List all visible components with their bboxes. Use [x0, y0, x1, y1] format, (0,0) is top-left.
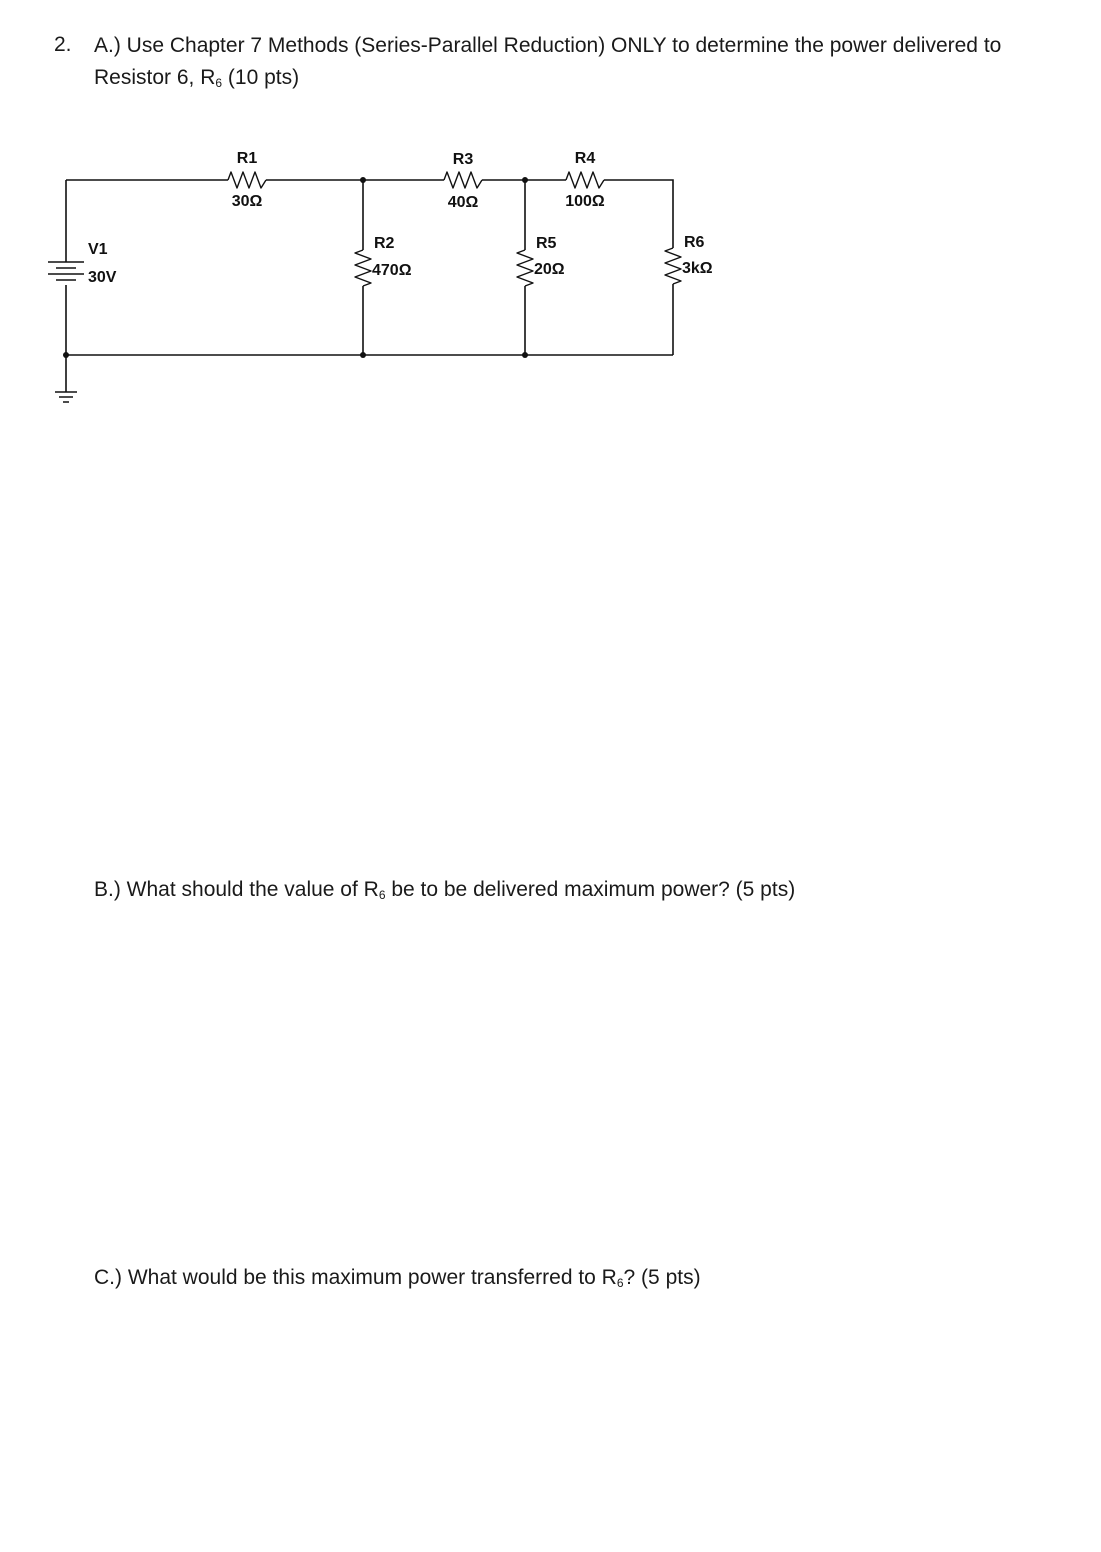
node-bottom-left [63, 352, 69, 358]
r3-value-label: 40Ω [447, 194, 479, 211]
part-c-points: ? (5 pts) [623, 1266, 701, 1289]
part-a-text: A.) Use Chapter 7 Methods (Series-Parallel Reduction) ONLY to determine the power delivered to Resistor 6, R [94, 34, 1002, 89]
resistor-r6-symbol [665, 248, 681, 284]
part-b-subscript: 6 [378, 888, 386, 902]
node-bottom-r2 [360, 352, 366, 358]
part-a-points: (10 pts) [222, 66, 300, 89]
r1-name-label: R1 [236, 150, 258, 167]
part-a-subscript: 6 [215, 76, 223, 90]
r6-name-label: R6 [684, 234, 705, 251]
r6-value-label: 3kΩ [682, 260, 713, 277]
wire-r4-right [604, 180, 673, 248]
part-c-subscript: 6 [616, 1276, 624, 1290]
r2-name-label: R2 [374, 235, 395, 252]
v1-value-label: 30V [88, 269, 117, 286]
part-b-text: B.) What should the value of R [94, 878, 379, 901]
part-c-text: C.) What would be this maximum power transferred to R [94, 1266, 617, 1289]
resistor-r1-symbol [228, 172, 266, 188]
circuit-diagram [0, 0, 1101, 420]
node-top-r2 [360, 177, 366, 183]
battery-v1-symbol [48, 262, 84, 280]
r3-name-label: R3 [452, 151, 474, 168]
resistor-r4-symbol [566, 172, 604, 188]
r5-value-label: 20Ω [534, 261, 565, 278]
node-top-r5 [522, 177, 528, 183]
node-bottom-r5 [522, 352, 528, 358]
part-b-points: be to be delivered maximum power? (5 pts) [385, 878, 796, 901]
r5-name-label: R5 [536, 235, 557, 252]
resistor-r2-symbol [355, 250, 371, 286]
question-number: 2. [54, 33, 72, 56]
v1-name-label: V1 [88, 241, 108, 258]
r4-name-label: R4 [574, 150, 596, 167]
question-part-c [94, 1262, 701, 1294]
question-part-b [94, 874, 795, 906]
r2-value-label: 470Ω [372, 262, 412, 279]
resistor-r5-symbol [517, 250, 533, 286]
r4-value-label: 100Ω [565, 193, 605, 210]
ground-symbol [55, 355, 77, 402]
r1-value-label: 30Ω [231, 193, 263, 210]
resistor-r3-symbol [444, 172, 482, 188]
